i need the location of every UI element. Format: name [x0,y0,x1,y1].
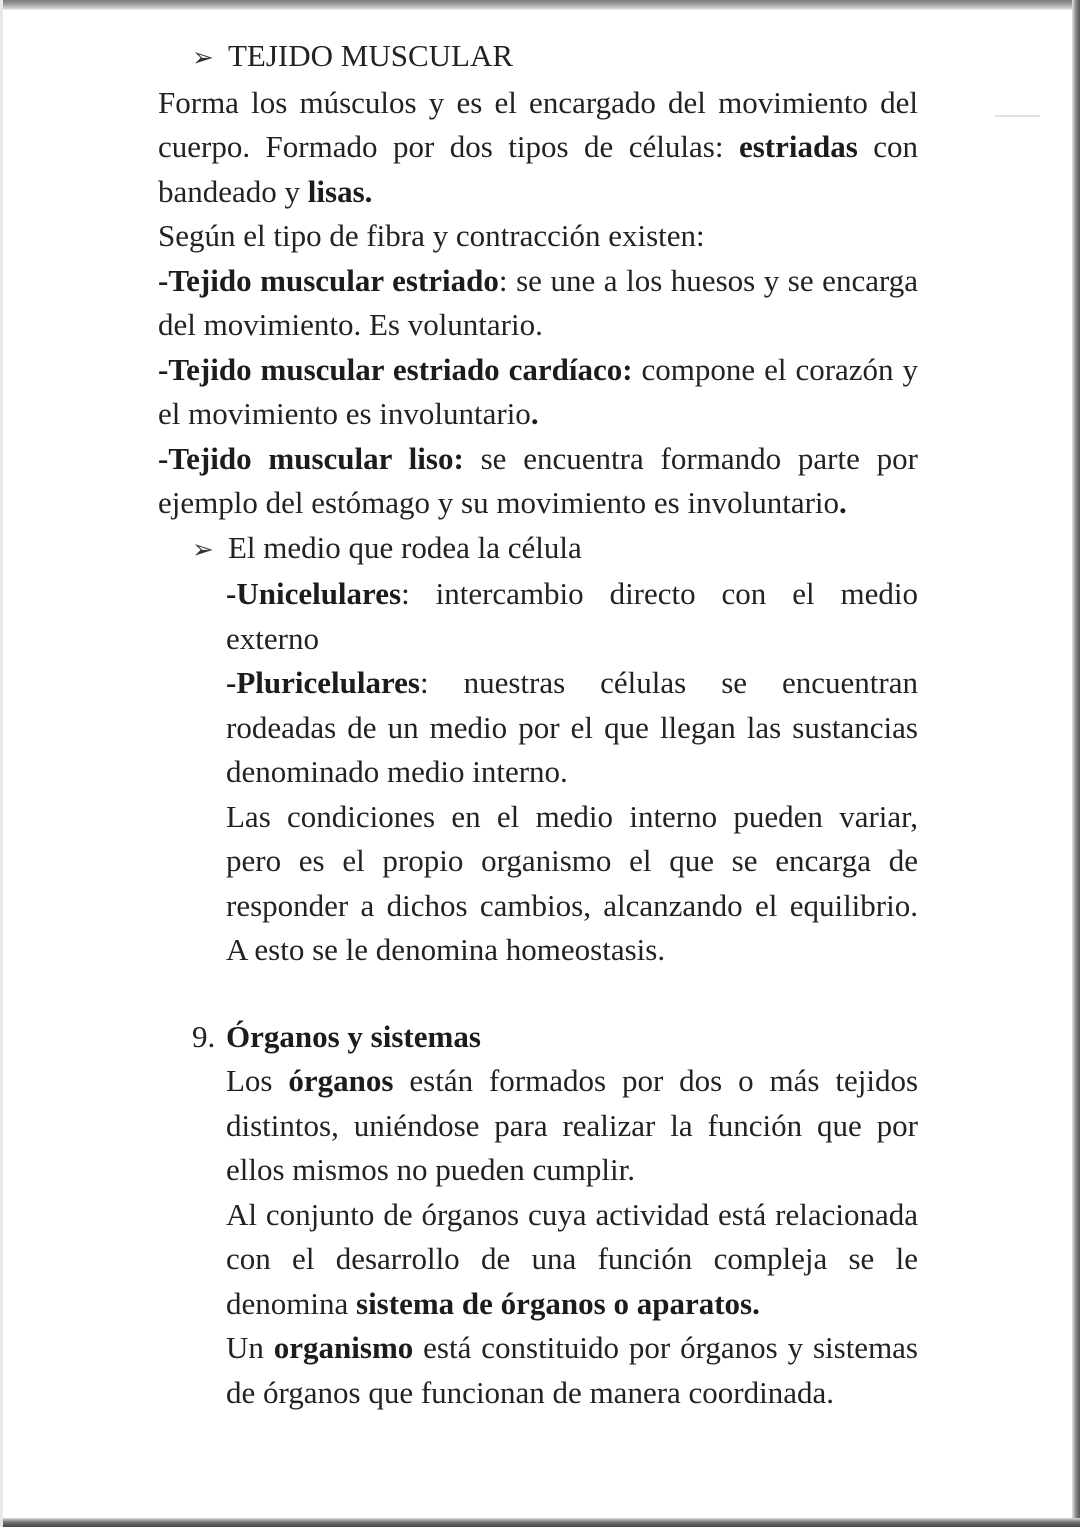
term-organos: órganos [288,1063,394,1098]
types-intro: Según el tipo de fibra y contracción existen: [158,218,705,253]
organos-title: Órganos y sistemas [226,1018,481,1054]
medio-heading [192,526,918,573]
muscular-heading [192,34,918,81]
organos-text-a: Los [226,1063,289,1098]
type-liso-text: se encuentra formando parte por ejemplo del estómago y su movimiento es involuntario [158,440,918,520]
scan-border-right [1072,0,1080,1527]
type-cardiaco-text: compone el corazón y el movimiento es involuntario [158,351,918,431]
type-estriado-label: -Tejido muscular estriado [158,262,499,298]
pluricelulares [226,661,918,795]
document-body [158,34,918,1415]
organismo-text-b: está constituido por órganos y sistemas de órganos que funcionan de manera coordinada. [226,1330,918,1410]
section-number: 9. [192,1018,216,1054]
pluricelulares-text: : nuestras células se encuentran rodeadas de un medio por el que llegan las sustancias denominado medio interno. [226,665,918,789]
muscular-intro-text-2: con bandeado y [158,129,918,209]
muscular-intro-text: Forma los músculos y es el encargado del movimiento del cuerpo. Formado por dos tipos de células: [158,84,918,164]
unicelulares [226,572,918,661]
medio-title: El medio que rodea la célula [228,529,582,565]
organos-paragraph [226,1059,918,1193]
unicelulares-text: : intercambio directo con el medio externo [226,576,918,656]
term-estriadas: estriadas [738,129,858,164]
term-organismo: organismo [273,1330,414,1365]
type-liso-label: -Tejido muscular liso: [158,440,464,476]
section-spacer [158,973,918,1015]
type-liso-end: . [839,485,847,520]
scan-mark [995,115,1040,117]
type-cardiaco [158,348,918,437]
scan-border-left [0,0,3,1527]
organos-text-b: están formados por dos o más tejidos distintos, uniéndose para realizar la función que por ellos mismos no pueden cumplir. [226,1063,919,1187]
muscular-title: TEJIDO MUSCULAR [228,38,514,73]
homeostasis-paragraph: Las condiciones en el medio interno pueden variar, pero es el propio organismo el que se encarga de responder a dichos cambios, alcanzando el equilibrio. A esto se le denomina homeostasis. [226,798,918,967]
organismo-paragraph [226,1326,918,1415]
sistemas-text: Al conjunto de órganos cuya actividad está relacionada con el desarrollo de una función compleja se le denomina [226,1196,918,1321]
arrowhead-bullet-icon: ➢ [192,43,214,72]
pluricelulares-label: -Pluricelulares [226,665,420,700]
type-liso [158,437,918,526]
term-sistema-de-organos: sistema de órganos o aparatos. [356,1285,760,1321]
scan-border-bottom [0,1518,1080,1527]
type-estriado-text: : se une a los huesos y se encarga del movimiento. Es voluntario. [158,262,918,342]
arrowhead-bullet-icon: ➢ [192,534,214,564]
type-cardiaco-label: -Tejido muscular estriado cardíaco: [158,351,633,387]
organos-heading [192,1015,918,1060]
term-lisas: lisas. [307,173,373,209]
scan-border-top [0,0,1080,10]
unicelulares-label: -Unicelulares [226,576,402,611]
muscular-intro [158,81,918,215]
sistemas-paragraph [226,1193,918,1327]
type-cardiaco-end: . [530,396,539,431]
type-estriado [158,259,918,348]
organismo-text-a: Un [226,1330,274,1365]
